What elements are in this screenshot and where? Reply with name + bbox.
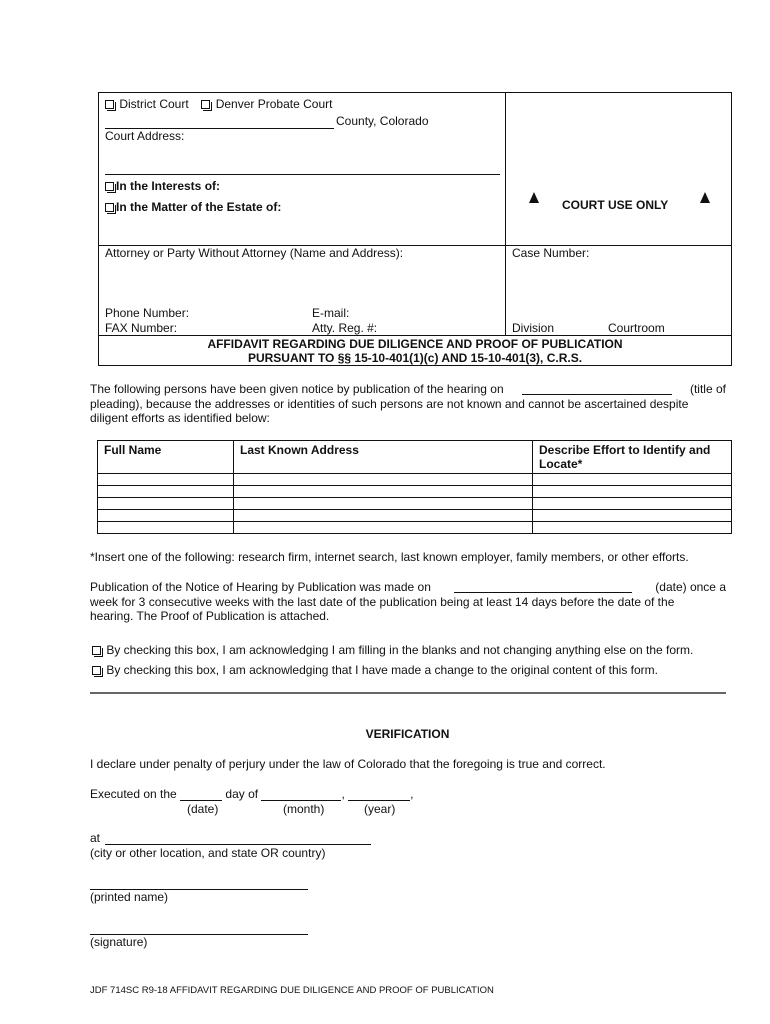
- effort-cell[interactable]: [533, 510, 732, 522]
- ack-changed-row: [92, 663, 658, 677]
- executed-day-field[interactable]: [180, 788, 222, 801]
- form-title-line2: PURSUANT TO §§ 15-10-401(1)(c) AND 15-10-401(3), C.R.S.: [247, 351, 583, 365]
- ack-no-change-checkbox[interactable]: [92, 646, 101, 655]
- verification-declaration: I declare under penalty of perjury under the law of Colorado that the foregoing is true and correct.: [90, 757, 606, 771]
- atty-reg-label: Atty. Reg. #:: [312, 321, 378, 335]
- name-cell[interactable]: [98, 486, 234, 498]
- date-sublabel: (date): [187, 802, 219, 816]
- ack-changed-label: By checking this box, I am acknowledging that I have made a change to the original content of this form.: [106, 663, 658, 677]
- county-field[interactable]: [105, 115, 334, 129]
- ack-no-change-label: By checking this box, I am acknowledging I am filling in the blanks and not changing anything else on the form.: [106, 643, 694, 657]
- name-cell[interactable]: [98, 474, 234, 486]
- persons-table-header: [98, 441, 732, 474]
- form-title-line1: AFFIDAVIT REGARDING DUE DILIGENCE AND PROOF OF PUBLICATION: [207, 337, 623, 351]
- district-court-label: District Court: [119, 97, 189, 111]
- effort-cell[interactable]: [533, 498, 732, 510]
- courtroom-label: Courtroom: [608, 321, 665, 335]
- header-effort: Describe Effort to Identify and Locate*: [533, 441, 732, 474]
- ack-no-change-row: [92, 643, 693, 657]
- attorney-label: Attorney or Party Without Attorney (Name and Address):: [105, 246, 404, 260]
- interests-of-checkbox[interactable]: [105, 182, 114, 191]
- address-cell[interactable]: [234, 510, 533, 522]
- name-cell[interactable]: [98, 510, 234, 522]
- ack-changed-checkbox[interactable]: [92, 666, 101, 675]
- printed-name-field[interactable]: [90, 876, 308, 890]
- court-use-only: COURT USE ONLY: [562, 198, 669, 212]
- publication-line1-after: (date) once a: [655, 580, 726, 594]
- intro-line2: pleading), because the addresses or identities of such persons are not known and cannot be ascertained despite: [90, 396, 689, 411]
- footer-form-id: JDF 714SC R9-18 AFFIDAVIT REGARDING DUE DILIGENCE AND PROOF OF PUBLICATION: [90, 985, 494, 996]
- month-sublabel: (month): [283, 802, 325, 816]
- court-address-field[interactable]: [105, 161, 500, 175]
- triangle-right-icon: [700, 192, 710, 203]
- location-field[interactable]: [105, 831, 371, 845]
- printed-name-sublabel: (printed name): [90, 890, 169, 904]
- address-cell[interactable]: [234, 522, 533, 534]
- executed-year-field[interactable]: [348, 788, 410, 801]
- email-label: E-mail:: [312, 306, 350, 320]
- estate-of-label: In the Matter of the Estate of:: [116, 200, 282, 214]
- at-label: at: [90, 831, 101, 845]
- effort-cell[interactable]: [533, 486, 732, 498]
- table-row: [98, 486, 732, 498]
- effort-cell[interactable]: [533, 474, 732, 486]
- district-court-checkbox[interactable]: [105, 100, 114, 109]
- table-row: [98, 510, 732, 522]
- pleading-title-field[interactable]: [522, 382, 672, 395]
- division-label: Division: [512, 321, 555, 335]
- estate-of-row: [105, 200, 281, 214]
- persons-table: [97, 440, 732, 534]
- name-cell[interactable]: [98, 522, 234, 534]
- location-sublabel: (city or other location, and state OR country): [90, 846, 326, 860]
- table-row: [98, 474, 732, 486]
- footnote: *Insert one of the following: research firm, internet search, last known employer, family members, or other efforts.: [90, 550, 689, 564]
- estate-of-checkbox[interactable]: [105, 203, 114, 212]
- publication-date-field[interactable]: [454, 580, 632, 593]
- phone-label: Phone Number:: [105, 306, 190, 320]
- publication-line2: week for 3 consecutive weeks with the last date of the publication being at least 14 days before the date of the: [90, 594, 675, 609]
- signature-field[interactable]: [90, 921, 308, 935]
- denver-probate-label: Denver Probate Court: [215, 97, 333, 111]
- fax-label: FAX Number:: [105, 321, 178, 335]
- address-cell[interactable]: [234, 486, 533, 498]
- triangle-left-icon: [529, 192, 539, 203]
- name-cell[interactable]: [98, 498, 234, 510]
- executed-on-label: Executed on the: [90, 787, 177, 801]
- year-sublabel: (year): [364, 802, 396, 816]
- executed-on-row: [90, 787, 414, 801]
- denver-probate-checkbox[interactable]: [201, 100, 210, 109]
- interests-of-label: In the Interests of:: [116, 179, 221, 193]
- day-of-label: day of: [225, 787, 259, 801]
- table-row: [98, 498, 732, 510]
- signature-sublabel: (signature): [90, 935, 148, 949]
- address-cell[interactable]: [234, 474, 533, 486]
- table-row: [98, 522, 732, 534]
- court-address-label: Court Address:: [105, 129, 185, 143]
- executed-month-field[interactable]: [261, 788, 341, 801]
- county-suffix: County, Colorado: [336, 114, 429, 128]
- intro-paragraph: [90, 382, 726, 426]
- comma-1: ,: [341, 787, 345, 801]
- case-number-label: Case Number:: [512, 246, 590, 260]
- section-divider: [90, 692, 726, 694]
- intro-line3: diligent efforts as identified below:: [90, 411, 270, 425]
- court-type-row: [105, 97, 332, 111]
- header-last-known-address: Last Known Address: [234, 441, 533, 474]
- address-cell[interactable]: [234, 498, 533, 510]
- verification-heading: VERIFICATION: [365, 727, 450, 741]
- comma-2: ,: [410, 787, 414, 801]
- publication-line3: hearing. The Proof of Publication is attached.: [90, 609, 330, 623]
- interests-of-row: [105, 179, 220, 193]
- intro-line1: The following persons have been given notice by publication of the hearing on: [90, 382, 504, 396]
- intro-line1-after: (title of: [689, 382, 726, 396]
- effort-cell[interactable]: [533, 522, 732, 534]
- header-full-name: Full Name: [98, 441, 234, 474]
- publication-paragraph: [90, 580, 726, 624]
- publication-line1: Publication of the Notice of Hearing by Publication was made on: [90, 580, 431, 594]
